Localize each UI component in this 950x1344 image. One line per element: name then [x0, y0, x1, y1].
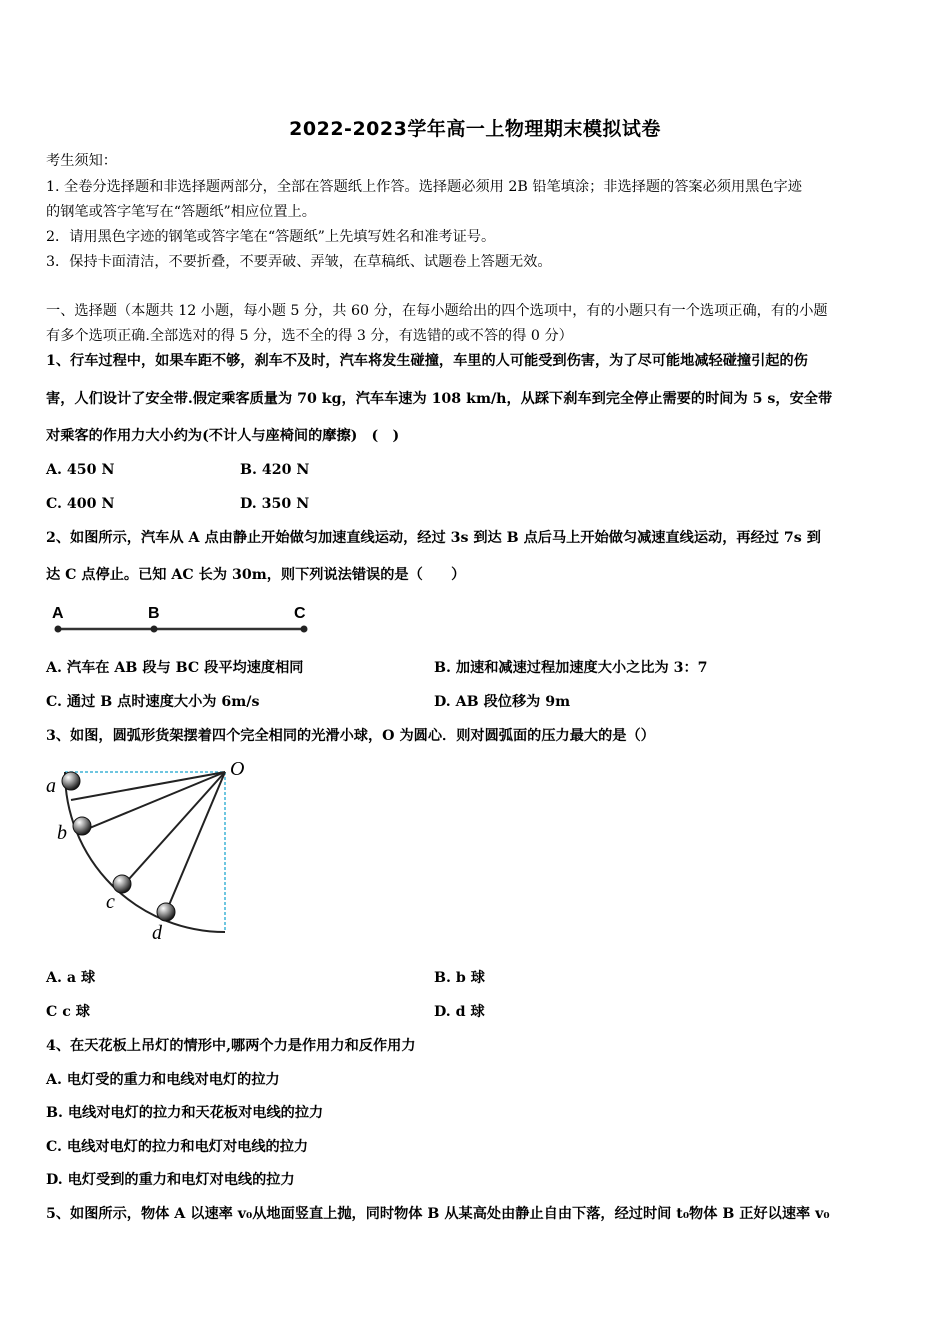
q3-label-d: d — [152, 922, 162, 944]
q3-ball-a — [62, 772, 80, 790]
q1-option-b: B. 420 N — [240, 462, 310, 478]
q2-option-c: C. 通过 B 点时速度大小为 6m/s — [46, 694, 260, 710]
q2-label-b: B — [148, 605, 160, 622]
q5-line-1: 5、如图所示，物体 A 以速率 v₀从地面竖直上抛，同时物体 B 从某高处由静止自由下落，经过时间 t₀物体 B 正好以速率 v₀ — [46, 1206, 830, 1222]
q2-figure — [46, 600, 316, 640]
q3-option-c: C c 球 — [46, 1004, 90, 1020]
q3-label-o: O — [230, 758, 245, 780]
q4-option-b: B. 电线对电灯的拉力和天花板对电线的拉力 — [46, 1105, 324, 1121]
page-title: 2022-2023学年高一上物理期末模拟试卷 — [289, 118, 661, 140]
notice-line-1: 1. 全卷分选择题和非选择题两部分，全部在答题纸上作答。选择题必须用 2B 铅笔填涂；非选择题的答案必须用黑色字迹 — [46, 179, 802, 195]
q3-label-b: b — [57, 822, 67, 844]
q4-option-a: A. 电灯受的重力和电线对电灯的拉力 — [46, 1072, 280, 1088]
notice-line-2: 2．请用黑色字迹的钢笔或答字笔在“答题纸”上先填写姓名和准考证号。 — [46, 229, 496, 245]
q3-option-d: D. d 球 — [434, 1004, 485, 1020]
q3-ball-c — [113, 875, 131, 893]
q3-figure — [40, 755, 260, 950]
section-line-2: 有多个选项正确.全部选对的得 5 分，选不全的得 3 分，有选错的或不答的得 0 分） — [46, 328, 573, 344]
q2-label-a: A — [52, 605, 64, 622]
q1-line-1: 1、行车过程中，如果车距不够，刹车不及时，汽车将发生碰撞，车里的人可能受到伤害，为了尽可能地减轻碰撞引起的伤 — [46, 353, 808, 369]
q3-rod-c — [120, 772, 225, 889]
q2-option-a: A. 汽车在 AB 段与 BC 段平均速度相同 — [46, 660, 304, 676]
q3-ball-d — [157, 903, 175, 921]
q2-line-1: 2、如图所示，汽车从 A 点由静止开始做匀加速直线运动，经过 3s 到达 B 点后马上开始做匀减速直线运动，再经过 7s 到 — [46, 530, 821, 546]
q2-label-c: C — [294, 605, 306, 622]
q1-line-3: 对乘客的作用力大小约为(不计人与座椅间的摩擦) ( ) — [46, 428, 400, 444]
q1-option-c: C. 400 N — [46, 496, 115, 512]
q3-option-b: B. b 球 — [434, 970, 485, 986]
q2-point-a — [55, 626, 62, 633]
q3-ball-b — [73, 817, 91, 835]
notice-line-1b: 的钢笔或答字笔写在“答题纸”相应位置上。 — [46, 204, 316, 220]
q1-option-a: A. 450 N — [46, 462, 115, 478]
q3-label-c: c — [106, 891, 115, 913]
q3-line-1: 3、如图，圆弧形货架摆着四个完全相同的光滑小球，O 为圆心．则对圆弧面的压力最大的是（） — [46, 728, 655, 744]
q4-line-1: 4、在天花板上吊灯的情形中,哪两个力是作用力和反作用力 — [46, 1038, 416, 1054]
notice-line-3: 3．保持卡面清洁，不要折叠，不要弄破、弄皱，在草稿纸、试题卷上答题无效。 — [46, 254, 552, 270]
q3-rod-a — [71, 772, 225, 800]
q1-option-d: D. 350 N — [240, 496, 310, 512]
q1-line-2: 害，人们设计了安全带.假定乘客质量为 70 kg，汽车车速为 108 km/h，从踩下刹车到完全停止需要的时间为 5 s，安全带 — [46, 391, 833, 407]
q3-label-a: a — [46, 775, 56, 797]
section-line-1: 一、选择题（本题共 12 小题，每小题 5 分，共 60 分，在每小题给出的四个选项中，有的小题只有一个选项正确，有的小题 — [46, 303, 828, 319]
q3-option-a: A. a 球 — [46, 970, 96, 986]
q2-option-d: D. AB 段位移为 9m — [434, 694, 571, 710]
notice-heading: 考生须知： — [46, 153, 117, 169]
q2-option-b: B. 加速和减速过程加速度大小之比为 3：7 — [434, 660, 708, 676]
q2-point-c — [301, 626, 308, 633]
q2-line-2: 达 C 点停止。已知 AC 长为 30m，则下列说法错误的是（ ） — [46, 567, 466, 583]
q4-option-d: D. 电灯受到的重力和电灯对电线的拉力 — [46, 1172, 295, 1188]
q2-point-b — [151, 626, 158, 633]
q4-option-c: C. 电线对电灯的拉力和电灯对电线的拉力 — [46, 1139, 309, 1155]
